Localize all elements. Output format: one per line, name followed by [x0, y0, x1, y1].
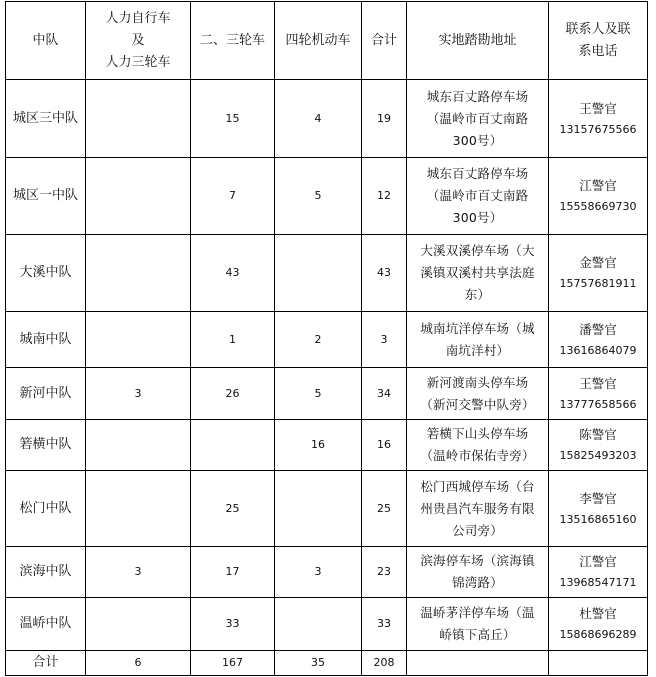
contact-phone: 13516865160: [559, 512, 637, 526]
contact-name: 江警官: [579, 554, 617, 569]
address-cell: 松门西城停车场（台 州贵昌汽车服务有限 公司旁）: [407, 471, 549, 547]
contact-cell: [549, 80, 648, 158]
manual-count-cell: [86, 598, 191, 651]
contact-phone: 13777658566: [559, 397, 637, 411]
total-count-cell: 33: [362, 598, 407, 651]
total-count-cell: 19: [362, 80, 407, 158]
header-total: 合计: [362, 2, 407, 80]
manual-count-cell: [86, 80, 191, 158]
totals-row: [6, 651, 648, 676]
header-address: 实地踏勘地址: [407, 2, 549, 80]
table-row: [6, 80, 648, 158]
squad-name-cell: 松门中队: [6, 471, 86, 547]
address-cell: 城南坑洋停车场（城 南坑洋村）: [407, 312, 549, 368]
contact-name: 王警官: [579, 375, 617, 391]
contact-name: 江警官: [579, 178, 617, 193]
contact-name: 王警官: [579, 100, 617, 116]
squad-name-cell: 城区三中队: [6, 80, 86, 158]
contact-cell: [549, 235, 648, 312]
squad-name-cell: 滨海中队: [6, 547, 86, 598]
four-wheel-count-cell: 4: [275, 80, 362, 158]
contact-phone: 13616864079: [559, 343, 637, 357]
two-three-count-cell: 1: [191, 312, 275, 368]
manual-count-cell: [86, 420, 191, 471]
table-row: [6, 598, 648, 651]
contact-phone: 15558669730: [559, 200, 637, 213]
contact-cell: [549, 547, 648, 598]
contact-phone: 13157675566: [559, 122, 637, 136]
manual-count-cell: 3: [86, 368, 191, 420]
manual-count-cell: 3: [86, 547, 191, 598]
address-cell: 滨海停车场（滨海镇 锦湾路）: [407, 547, 549, 598]
total-count-cell: 23: [362, 547, 407, 598]
contact-cell: [549, 368, 648, 420]
manual-count-cell: [86, 158, 191, 235]
contact-phone: 13968547171: [559, 576, 637, 589]
two-three-count-cell: 43: [191, 235, 275, 312]
contact-phone: 15825493203: [559, 449, 637, 462]
contact-cell: [549, 420, 648, 471]
contact-cell: [549, 471, 648, 547]
table-row: [6, 547, 648, 598]
manual-count-cell: [86, 471, 191, 547]
header-row: [6, 2, 648, 80]
manual-count-cell: [86, 312, 191, 368]
contact-cell: [549, 312, 648, 368]
vehicle-table: [5, 1, 648, 676]
header-squad: 中队: [6, 2, 86, 80]
contact-phone: 15868696289: [559, 628, 637, 641]
squad-name-cell: 温峤中队: [6, 598, 86, 651]
contact-cell: [549, 158, 648, 235]
squad-name-cell: 大溪中队: [6, 235, 86, 312]
address-cell: 大溪双溪停车场（大 溪镇双溪村共享法庭 东）: [407, 235, 549, 312]
header-two-three-wheel: 二、三轮车: [191, 2, 275, 80]
four-wheel-count-cell: 5: [275, 158, 362, 235]
two-three-count-cell: 7: [191, 158, 275, 235]
address-cell: 城东百丈路停车场 （温岭市百丈南路 300号）: [407, 158, 549, 235]
table-row: [6, 235, 648, 312]
header-contact: 联系人及联 系电话: [549, 2, 648, 80]
total-count-cell: 34: [362, 368, 407, 420]
contact-name: 李警官: [579, 490, 617, 506]
total-count-cell: 12: [362, 158, 407, 235]
total-count-cell: 43: [362, 235, 407, 312]
contact-name: 陈警官: [579, 427, 617, 442]
four-wheel-count-cell: 2: [275, 312, 362, 368]
header-four-wheel: 四轮机动车: [275, 2, 362, 80]
totals-four-wheel: 35: [275, 651, 362, 676]
two-three-count-cell: 17: [191, 547, 275, 598]
address-cell: 新河渡南头停车场 （新河交警中队旁）: [407, 368, 549, 420]
table-row: [6, 312, 648, 368]
squad-name-cell: 城区一中队: [6, 158, 86, 235]
address-cell: 箬横下山头停车场 （温岭市保佑寺旁）: [407, 420, 549, 471]
squad-name-cell: 城南中队: [6, 312, 86, 368]
two-three-count-cell: 33: [191, 598, 275, 651]
contact-name: 金警官: [579, 255, 617, 270]
contact-cell: [549, 598, 648, 651]
manual-count-cell: [86, 235, 191, 312]
two-three-count-cell: [191, 420, 275, 471]
two-three-count-cell: 25: [191, 471, 275, 547]
four-wheel-count-cell: 5: [275, 368, 362, 420]
four-wheel-count-cell: 16: [275, 420, 362, 471]
squad-name-cell: 新河中队: [6, 368, 86, 420]
totals-label: 合计: [6, 651, 86, 676]
table-row: [6, 158, 648, 235]
address-cell: 温峤茅洋停车场（温 峤镇下高丘）: [407, 598, 549, 651]
squad-name-cell: 箬横中队: [6, 420, 86, 471]
four-wheel-count-cell: [275, 235, 362, 312]
totals-two-three: 167: [191, 651, 275, 676]
total-count-cell: 3: [362, 312, 407, 368]
contact-name: 潘警官: [579, 321, 617, 337]
table-row: [6, 471, 648, 547]
table-row: [6, 420, 648, 471]
four-wheel-count-cell: 3: [275, 547, 362, 598]
contact-phone: 15757681911: [559, 277, 637, 290]
totals-manual: 6: [86, 651, 191, 676]
header-manual: 人力自行车 及 人力三轮车: [86, 2, 191, 80]
totals-address: [407, 651, 549, 676]
two-three-count-cell: 15: [191, 80, 275, 158]
total-count-cell: 25: [362, 471, 407, 547]
table-row: [6, 368, 648, 420]
address-cell: 城东百丈路停车场 （温岭市百丈南路 300号）: [407, 80, 549, 158]
totals-total: 208: [362, 651, 407, 676]
four-wheel-count-cell: [275, 598, 362, 651]
two-three-count-cell: 26: [191, 368, 275, 420]
total-count-cell: 16: [362, 420, 407, 471]
contact-name: 杜警官: [579, 606, 617, 621]
four-wheel-count-cell: [275, 471, 362, 547]
totals-contact: [549, 651, 648, 676]
